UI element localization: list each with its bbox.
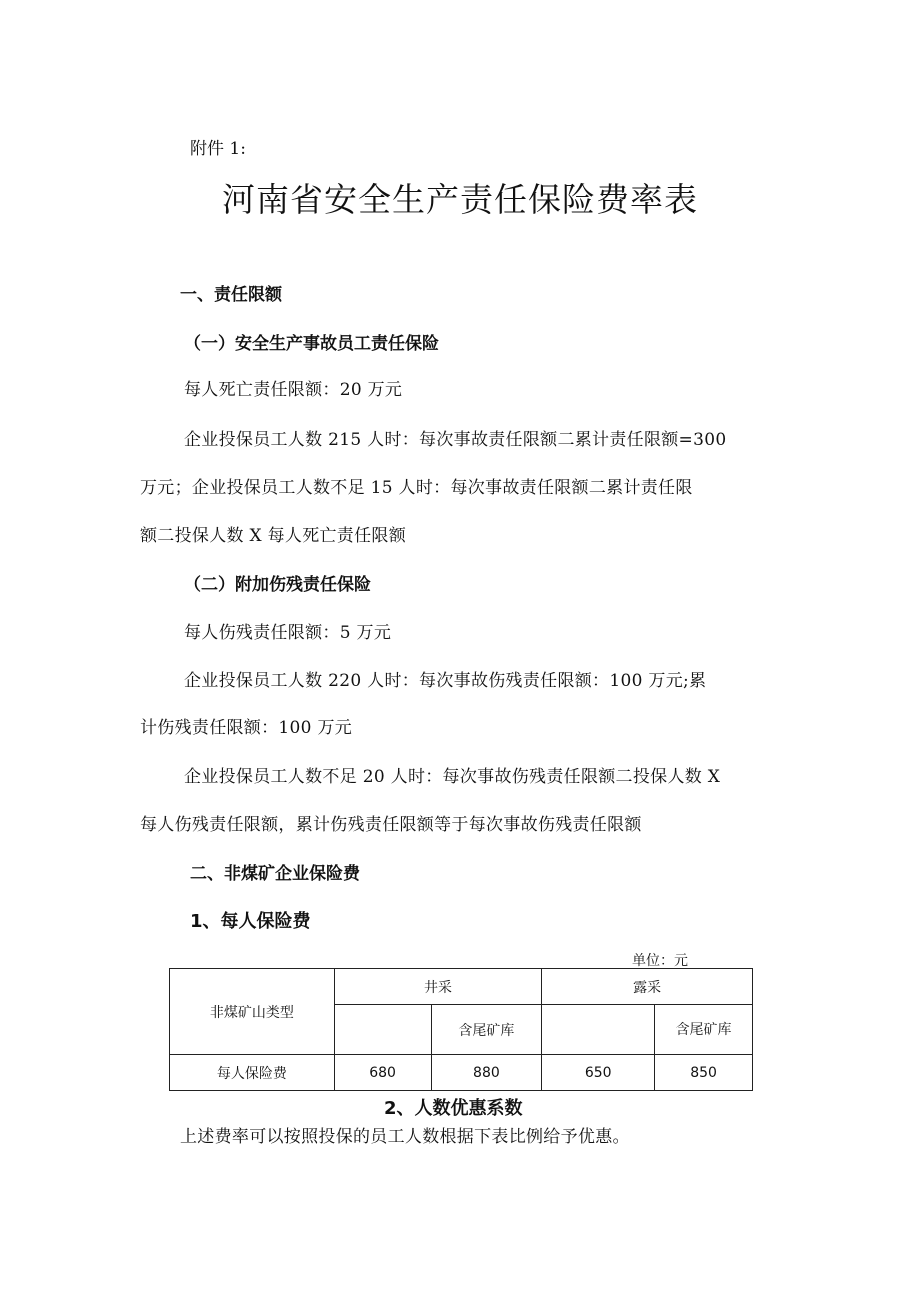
section1-heading: 一、责任限额 bbox=[180, 285, 282, 305]
sub1-para-line1: 企业投保员工人数 215 人时：每次事故责任限额二累计责任限额=300 bbox=[184, 430, 727, 450]
section2-heading: 二、非煤矿企业保险费 bbox=[190, 864, 360, 884]
sub1-para-line2: 万元；企业投保员工人数不足 15 人时：每次事故责任限额二累计责任限 bbox=[140, 478, 693, 498]
sub2-para2-line1: 企业投保员工人数不足 20 人时：每次事故伤残责任限额二投保人数 X bbox=[184, 767, 721, 787]
page-title: 河南省安全生产责任保险费率表 bbox=[222, 180, 698, 219]
attachment-label: 附件 1: bbox=[190, 139, 246, 159]
premium-table bbox=[169, 968, 753, 1091]
mine-type-header: 非煤矿山类型 bbox=[170, 969, 335, 1055]
per-person-premium-heading: 1、每人保险费 bbox=[190, 911, 311, 932]
discount-description: 上述费率可以按照投保的员工人数根据下表比例给予优惠。 bbox=[180, 1127, 630, 1147]
open-pit-base-cell bbox=[542, 1005, 655, 1055]
premium-open-pit-tailings: 850 bbox=[655, 1055, 753, 1091]
sub2-para1-line1: 企业投保员工人数 220 人时：每次事故伤残责任限额：100 万元;累 bbox=[184, 671, 707, 691]
death-limit-line: 每人死亡责任限额：20 万元 bbox=[184, 380, 403, 400]
section1-sub1-heading: （一）安全生产事故员工责任保险 bbox=[184, 334, 439, 354]
disability-limit-line: 每人伤残责任限额：5 万元 bbox=[184, 623, 392, 643]
underground-tailings-header: 含尾矿库 bbox=[431, 1005, 542, 1055]
premium-row-label: 每人保险费 bbox=[170, 1055, 335, 1091]
headcount-discount-heading: 2、人数优惠系数 bbox=[384, 1098, 523, 1119]
underground-base-cell bbox=[334, 1005, 431, 1055]
premium-open-pit: 650 bbox=[542, 1055, 655, 1091]
premium-underground-tailings: 880 bbox=[431, 1055, 542, 1091]
premium-underground: 680 bbox=[334, 1055, 431, 1091]
sub2-para2-line2: 每人伤残责任限额，累计伤残责任限额等于每次事故伤残责任限额 bbox=[140, 815, 642, 835]
open-pit-header: 露采 bbox=[542, 969, 753, 1005]
sub1-para-line3: 额二投保人数 X 每人死亡责任限额 bbox=[140, 526, 407, 546]
underground-header: 井采 bbox=[334, 969, 542, 1005]
section1-sub2-heading: （二）附加伤残责任保险 bbox=[184, 575, 371, 595]
sub2-para1-line2: 计伤残责任限额：100 万元 bbox=[140, 718, 353, 738]
open-pit-tailings-header: 含尾矿库 bbox=[655, 1005, 753, 1055]
unit-label: 单位：元 bbox=[632, 953, 688, 969]
